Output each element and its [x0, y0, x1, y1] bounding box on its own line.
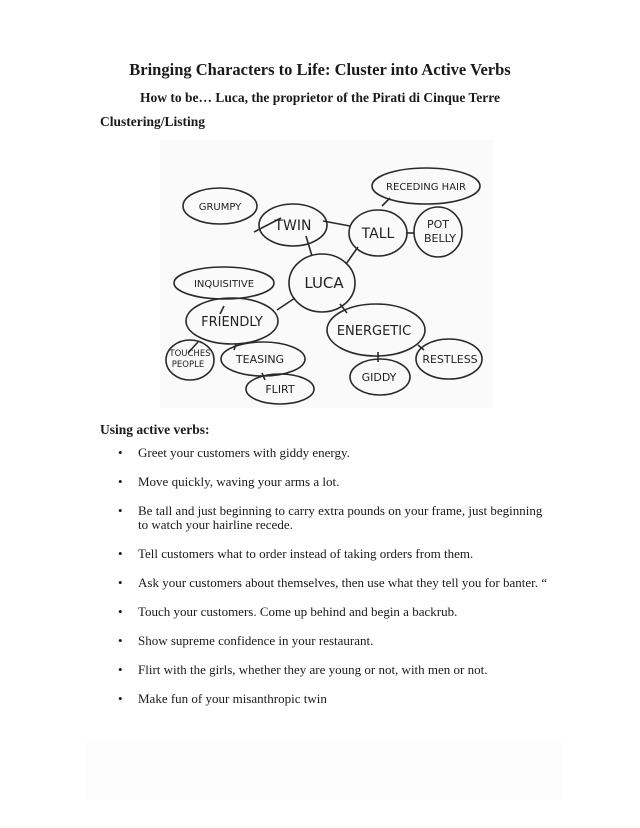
- list-item: [118, 576, 548, 590]
- page-subtitle: How to be… Luca, the proprietor of the Pirati di Cinque Terre: [140, 90, 500, 105]
- list-item-text: Be tall and just beginning to carry extra pounds on your frame, just beginning to watch your hairline recede.: [138, 503, 543, 532]
- label-pot: POT: [426, 218, 450, 231]
- list-item: [118, 605, 548, 619]
- bullet-icon: •: [118, 474, 123, 489]
- section-heading-clustering: Clustering/Listing: [100, 114, 206, 129]
- list-item-text: Move quickly, waving your arms a lot.: [138, 474, 340, 489]
- list-item-text: Make fun of your misanthropic twin: [138, 691, 327, 706]
- link-luca-friendly: [277, 298, 295, 310]
- bullet-icon: •: [118, 691, 123, 706]
- bullet-icon: •: [118, 575, 123, 590]
- label-flirt: FLIRT: [265, 383, 295, 396]
- list-item-text: Flirt with the girls, whether they are young or not, with men or not.: [138, 662, 488, 677]
- label-grumpy: GRUMPY: [198, 202, 242, 213]
- bullet-icon: •: [118, 662, 123, 677]
- page-title: Bringing Characters to Life: Cluster into Active Verbs: [129, 60, 511, 79]
- bullet-icon: •: [118, 503, 123, 518]
- cluster-diagram: [160, 140, 493, 408]
- label-teasing: TEASING: [235, 353, 285, 366]
- label-twin: TWIN: [274, 218, 312, 234]
- label-inquisitive: INQUISITIVE: [193, 279, 255, 290]
- bullet-icon: •: [118, 633, 123, 648]
- bullet-icon: •: [118, 546, 123, 561]
- link-inquisitive-friendly: [220, 306, 224, 314]
- list-item: [118, 446, 548, 460]
- label-tall: TALL: [361, 226, 395, 242]
- list-item-text: Ask your customers about themselves, then use what they tell you for banter. “: [138, 575, 548, 590]
- label-friendly: FRIENDLY: [201, 315, 263, 330]
- label-receding-hair: RECEDING HAIR: [386, 182, 466, 193]
- list-item-text: Show supreme confidence in your restaurant.: [138, 633, 374, 648]
- link-twin-luca: [306, 236, 312, 256]
- label-people: PEOPLE: [171, 360, 205, 370]
- list-item-text: Greet your customers with giddy energy.: [138, 445, 350, 460]
- label-belly: BELLY: [423, 232, 457, 245]
- bullet-icon: •: [118, 604, 123, 619]
- list-item: [118, 504, 548, 532]
- page-footer-area: [86, 740, 562, 800]
- list-item: [118, 692, 548, 706]
- link-tall-luca: [346, 247, 358, 264]
- label-touches: TOUCHES: [169, 349, 211, 359]
- label-restless: RESTLESS: [422, 353, 478, 366]
- bullet-icon: •: [118, 445, 123, 460]
- section-heading-active-verbs: Using active verbs:: [100, 422, 210, 437]
- list-item-text: Tell customers what to order instead of taking orders from them.: [138, 546, 474, 561]
- list-item: [118, 547, 548, 561]
- label-luca: LUCA: [304, 274, 344, 292]
- list-item: [118, 663, 548, 677]
- active-verbs-list: [118, 446, 548, 721]
- list-item: [118, 475, 548, 489]
- list-item-text: Touch your customers. Come up behind and begin a backrub.: [138, 604, 458, 619]
- label-energetic: ENERGETIC: [336, 324, 412, 339]
- label-giddy: GIDDY: [361, 371, 397, 384]
- list-item: [118, 634, 548, 648]
